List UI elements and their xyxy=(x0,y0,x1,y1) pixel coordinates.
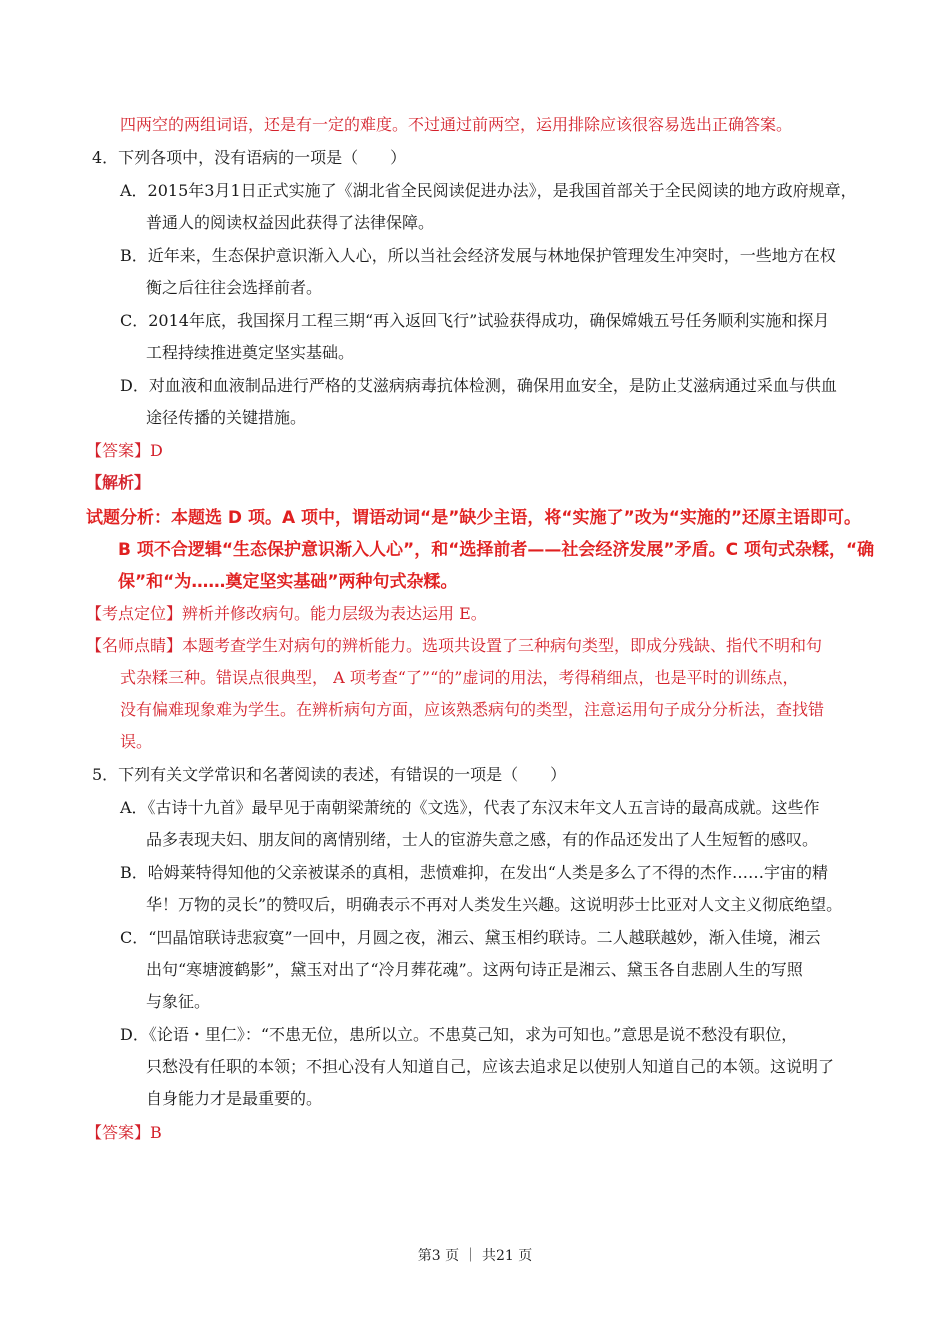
q4-option-d-line2: 途径传播的关键措施。 xyxy=(146,408,307,427)
q4-mingshi-line2: 式杂糅三种。错误点很典型， A 项考查“了”“的”虚词的用法，考得稍细点，也是平时的训练点， xyxy=(120,668,799,687)
q5-option-c-line2: 出句“寒塘渡鹤影”，黛玉对出了“冷月葬花魂”。这两句诗正是湘云、黛玉各自悲剧人生的写照 xyxy=(146,960,803,979)
q4-stem: 4．下列各项中，没有语病的一项是（ ） xyxy=(92,148,407,167)
q4-analysis-line1: 试题分析：本题选 D 项。A 项中，谓语动词“是”缺少主语，将“实施了”改为“实施的”还原主语即可。 xyxy=(86,508,862,528)
q4-option-d-line1: D．对血液和血液制品进行严格的艾滋病病毒抗体检测，确保用血安全，是防止艾滋病通过采血与供血 xyxy=(120,376,837,395)
q4-option-a-line1: A．2015年3月1日正式实施了《湖北省全民阅读促进办法》，是我国首部关于全民阅读的地方政府规章， xyxy=(120,181,857,200)
intro-text: 四两空的两组词语，还是有一定的难度。不过通过前两空，运用排除应该很容易选出正确答案。 xyxy=(120,115,793,134)
q4-jiexi-label: 【解析】 xyxy=(86,473,151,492)
q5-option-b-line1: B．哈姆莱特得知他的父亲被谋杀的真相，悲愤难抑，在发出“人类是多么了不得的杰作……宇宙的精 xyxy=(120,863,828,882)
q5-option-c-line1: C．“凹晶馆联诗悲寂寞”一回中，月圆之夜，湘云、黛玉相约联诗。二人越联越妙，渐入佳境，湘云 xyxy=(120,928,821,947)
q4-option-b-line2: 衡之后往往会选择前者。 xyxy=(146,278,323,297)
q5-option-d-line3: 自身能力才是最重要的。 xyxy=(146,1089,323,1108)
q4-option-c-line1: C．2014年底，我国探月工程三期“再入返回飞行”试验获得成功，确保嫦娥五号任务顺利实施和探月 xyxy=(120,311,830,330)
q4-mingshi-line1: 【名师点睛】本题考查学生对病句的辨析能力。选项共设置了三种病句类型，即成分残缺、指代不明和句 xyxy=(86,636,823,655)
q4-kaodian: 【考点定位】辨析并修改病句。能力层级为表达运用 E。 xyxy=(86,604,487,623)
q5-option-a-line1: A．《古诗十九首》最早见于南朝梁萧统的《文选》，代表了东汉末年文人五言诗的最高成就。这些作 xyxy=(120,798,820,817)
q4-answer: 【答案】D xyxy=(86,441,163,460)
q4-option-c-line2: 工程持续推进奠定坚实基础。 xyxy=(146,343,355,362)
q5-option-d-line2: 只愁没有任职的本领；不担心没有人知道自己，应该去追求足以使别人知道自己的本领。这说明了 xyxy=(146,1057,835,1076)
q4-analysis-line2: B 项不合逻辑“生态保护意识渐入人心”，和“选择前者——社会经济发展”矛盾。C 项句式杂糅，“确 xyxy=(118,540,875,560)
q5-stem: 5．下列有关文学常识和名著阅读的表述，有错误的一项是（ ） xyxy=(92,765,567,784)
q4-mingshi-line3: 没有偏难现象难为学生。在辨析病句方面，应该熟悉病句的类型，注意运用句子成分分析法，查找错 xyxy=(120,700,825,719)
q5-answer: 【答案】B xyxy=(86,1123,162,1142)
q4-mingshi-line4: 误。 xyxy=(120,732,153,751)
q5-option-a-line2: 品多表现夫妇、朋友间的离情别绪，士人的宦游失意之感，有的作品还发出了人生短暂的感叹。 xyxy=(146,830,819,849)
q4-analysis-line3: 保”和“为……奠定坚实基础”两种句式杂糅。 xyxy=(118,572,458,592)
q4-option-a-line2: 普通人的阅读权益因此获得了法律保障。 xyxy=(146,213,435,232)
q4-option-b-line1: B．近年来，生态保护意识渐入人心，所以当社会经济发展与林地保护管理发生冲突时，一些地方在权 xyxy=(120,246,836,265)
q5-option-b-line2: 华！万物的灵长”的赞叹后，明确表示不再对人类发生兴趣。这说明莎士比亚对人文主义彻底绝望。 xyxy=(146,895,843,914)
page-footer: 第3 页 ｜ 共21 页 xyxy=(417,1248,533,1264)
q5-option-d-line1: D．《论语・里仁》：“不患无位，患所以立。不患莫己知，求为可知也。”意思是说不愁没有职位， xyxy=(120,1025,798,1044)
q5-option-c-line3: 与象征。 xyxy=(146,992,211,1011)
